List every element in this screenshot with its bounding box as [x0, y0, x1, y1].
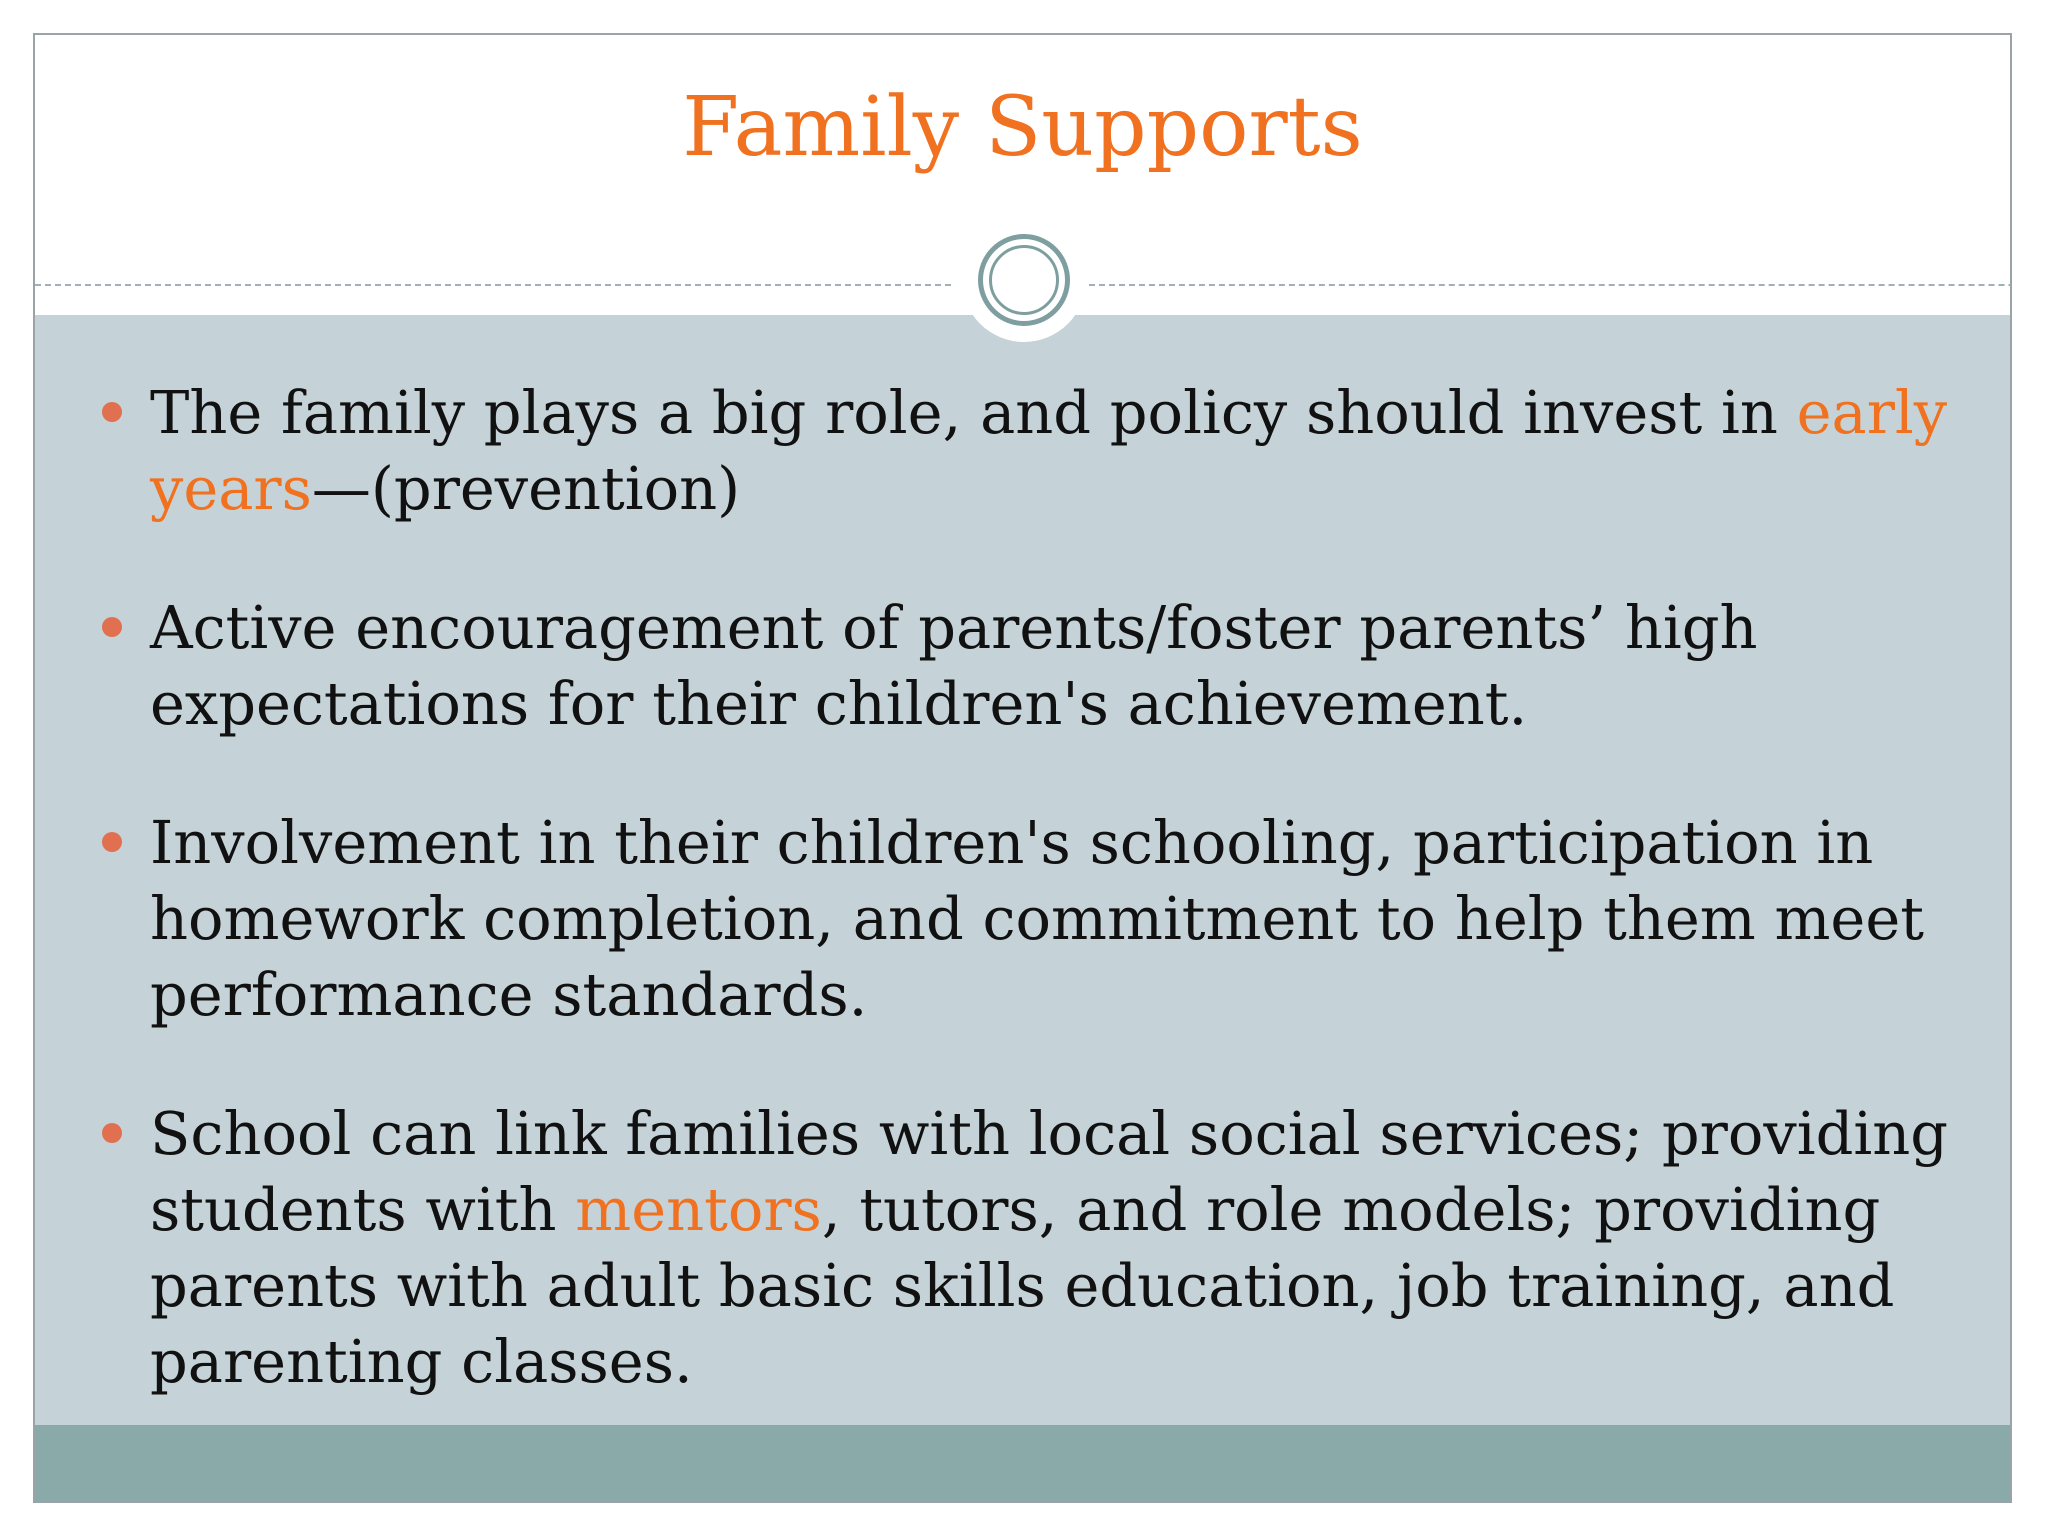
highlight-text: early years [150, 378, 1948, 523]
title-divider-right [1089, 284, 2012, 286]
bullet-item [35, 375, 2010, 527]
title-divider-left [35, 284, 951, 286]
ring-ornament-icon [978, 234, 1070, 326]
bullet-list [35, 375, 2010, 1463]
bullet-item [35, 1096, 2010, 1400]
bullet-text: School can link families with local social services; providing students with [150, 1099, 1949, 1244]
bullet-dot-icon [102, 1123, 122, 1143]
slide [33, 33, 2012, 1503]
footer-band [35, 1425, 2010, 1503]
bullet-text: —(prevention) [311, 454, 741, 523]
bullet-text: The family plays a big role, and policy should invest in [150, 378, 1797, 447]
bullet-item [35, 590, 2010, 742]
slide-title: Family Supports [682, 80, 1363, 175]
bullet-dot-icon [102, 617, 122, 637]
bullet-dot-icon [102, 832, 122, 852]
bullet-text: Involvement in their children's schooling, participation in homework completion, and commitment to help them meet performance standards. [150, 808, 1924, 1029]
bullet-item [35, 805, 2010, 1033]
bullet-dot-icon [102, 402, 122, 422]
bullet-text: Active encouragement of parents/foster parents’ high expectations for their children's achievement. [150, 593, 1758, 738]
highlight-text: mentors [575, 1175, 822, 1244]
bullet-text: , tutors, and role models; providing parents with adult basic skills education, job training, and parenting classes. [150, 1175, 1895, 1396]
